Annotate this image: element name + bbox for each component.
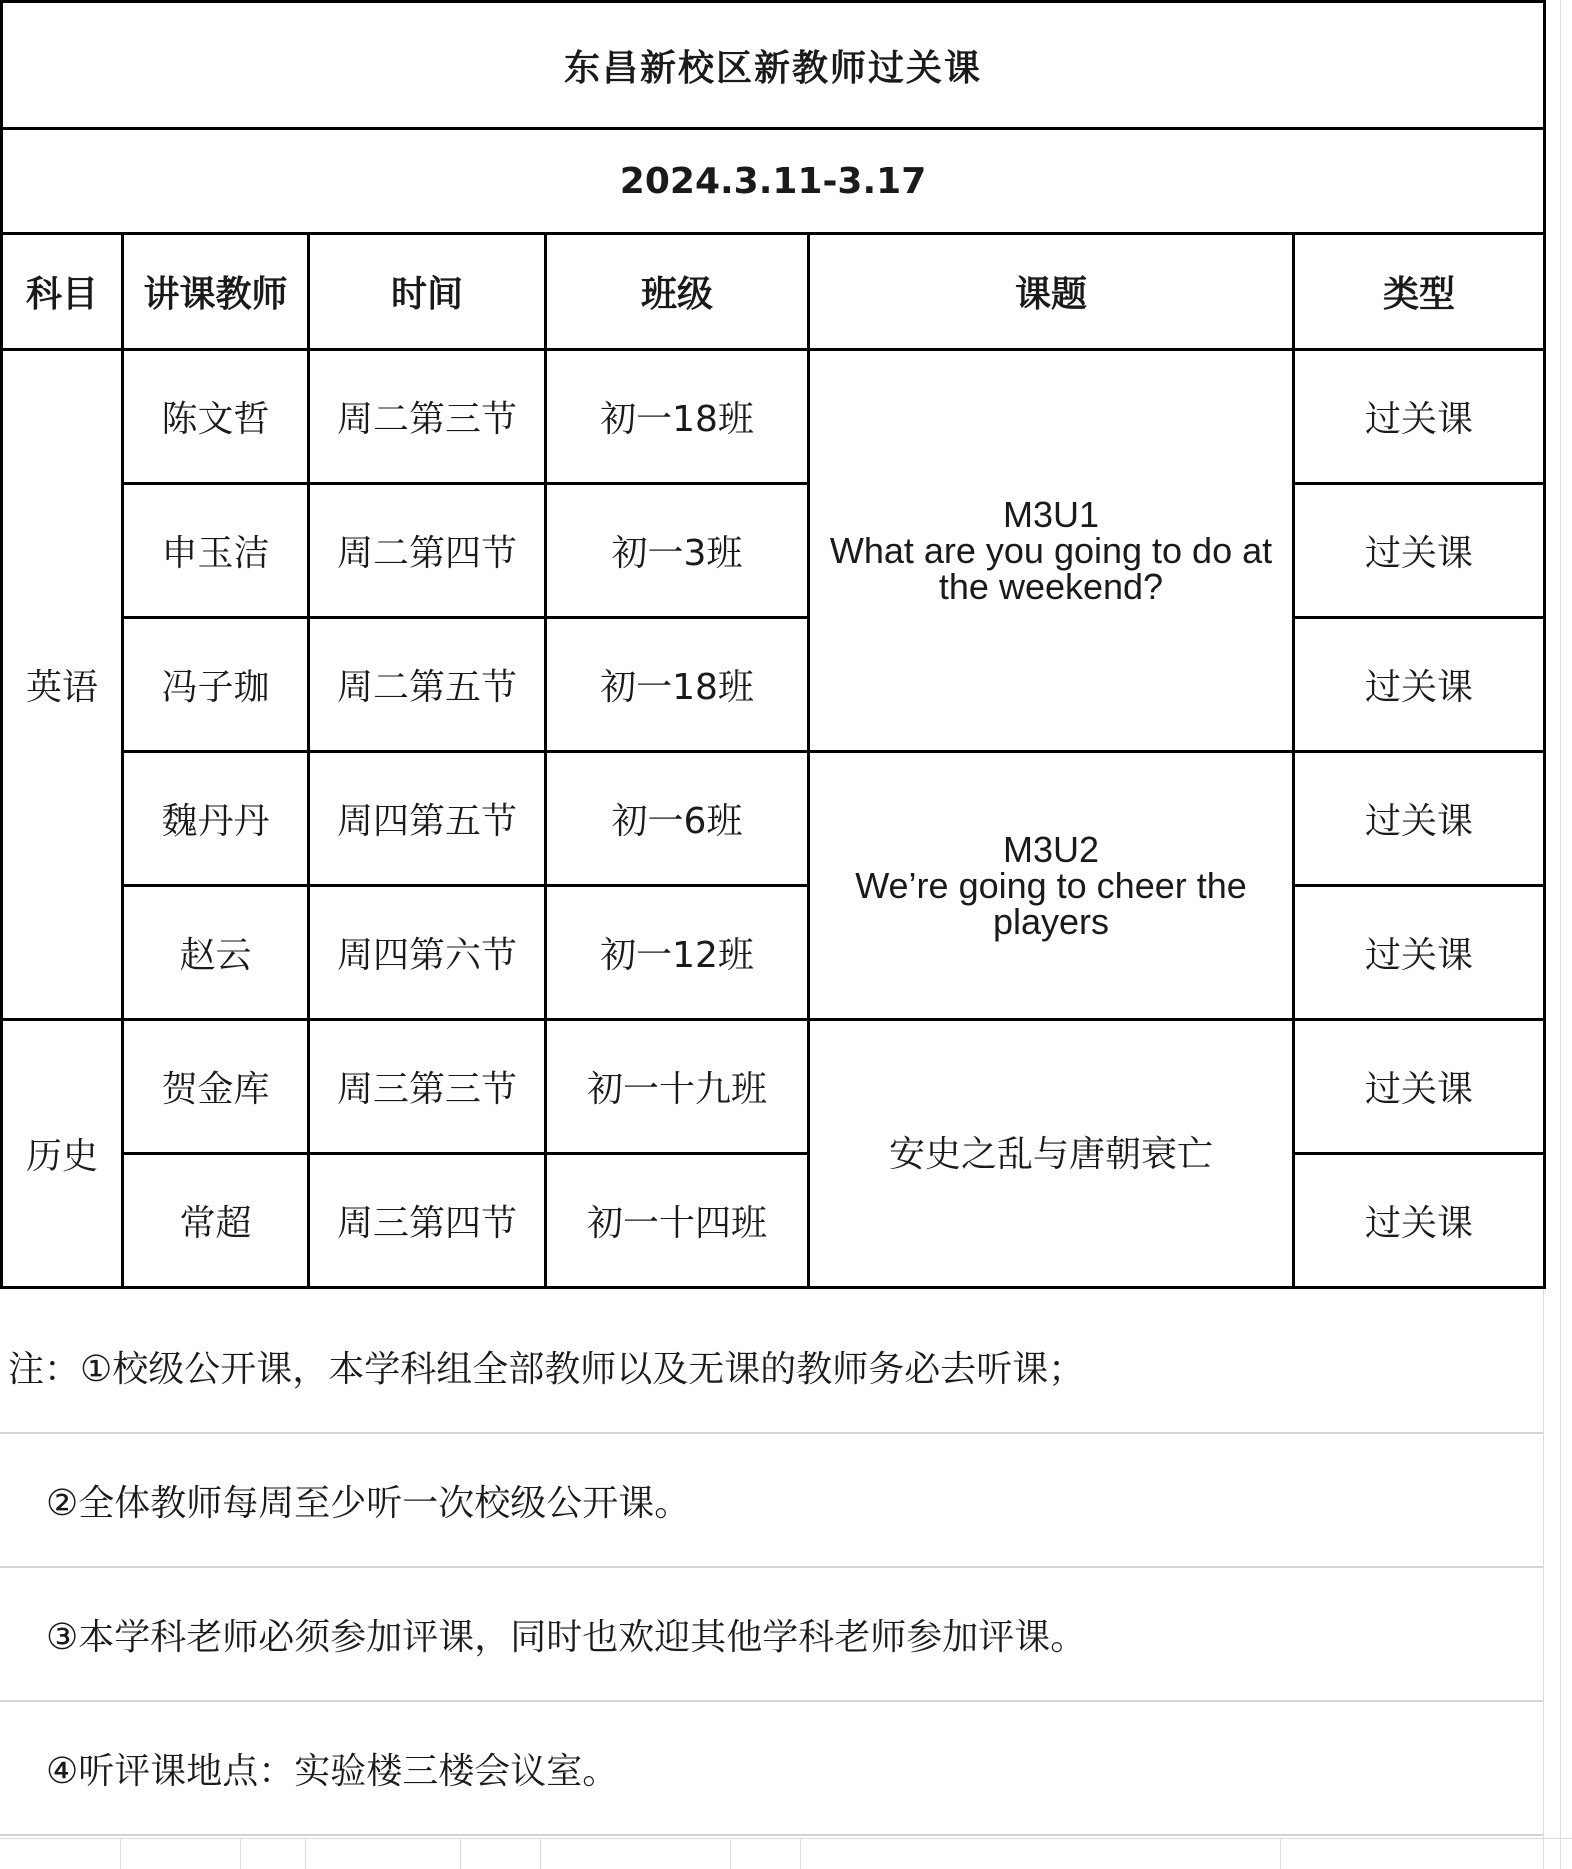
date-range: 2024.3.11-3.17 — [2, 129, 1545, 234]
table-row — [2, 1154, 1545, 1288]
class-cell: 初一18班 — [546, 618, 809, 752]
column-header-class: 班级 — [546, 234, 809, 350]
subject-cell-english: 英语 — [2, 350, 123, 1020]
time-cell: 周三第四节 — [309, 1154, 546, 1288]
class-cell: 初一12班 — [546, 886, 809, 1020]
teacher-cell: 赵云 — [123, 886, 309, 1020]
table-row — [2, 1020, 1545, 1154]
type-cell: 过关课 — [1294, 618, 1545, 752]
column-header-subject: 科目 — [2, 234, 123, 350]
type-cell: 过关课 — [1294, 1154, 1545, 1288]
topic-line: We’re going to cheer the — [855, 864, 1247, 906]
column-header-time: 时间 — [309, 234, 546, 350]
topic-line: 安史之乱与唐朝衰亡 — [888, 1132, 1213, 1174]
table-row — [2, 350, 1545, 484]
time-cell: 周二第五节 — [309, 618, 546, 752]
time-cell: 周二第四节 — [309, 484, 546, 618]
grid-line — [0, 1838, 1572, 1839]
table-row — [2, 886, 1545, 1020]
time-cell: 周四第五节 — [309, 752, 546, 886]
topic-line: players — [992, 900, 1110, 942]
teacher-cell: 贺金库 — [123, 1020, 309, 1154]
grid-line — [540, 1838, 541, 1869]
topic-line: What are you going to do at — [829, 529, 1273, 571]
grid-line — [800, 1838, 801, 1869]
topic-cell-m3u2 — [809, 752, 1294, 1020]
topic-line: M3U1 — [1002, 493, 1100, 535]
grid-line — [120, 1838, 121, 1869]
table-row — [2, 484, 1545, 618]
class-cell: 初一18班 — [546, 350, 809, 484]
time-cell: 周三第三节 — [309, 1020, 546, 1154]
class-cell: 初一十九班 — [546, 1020, 809, 1154]
type-cell: 过关课 — [1294, 484, 1545, 618]
time-cell: 周四第六节 — [309, 886, 546, 1020]
grid-line — [730, 1838, 731, 1869]
column-header-type: 类型 — [1294, 234, 1545, 350]
type-cell: 过关课 — [1294, 886, 1545, 1020]
note-1: 注：①校级公开课，本学科组全部教师以及无课的教师务必去听课； — [0, 1300, 1543, 1434]
note-2: ②全体教师每周至少听一次校级公开课。 — [0, 1434, 1543, 1568]
teacher-cell: 申玉洁 — [123, 484, 309, 618]
time-cell: 周二第三节 — [309, 350, 546, 484]
table-row — [2, 618, 1545, 752]
type-cell: 过关课 — [1294, 752, 1545, 886]
page-title: 东昌新校区新教师过关课 — [2, 2, 1545, 129]
class-cell: 初一十四班 — [546, 1154, 809, 1288]
grid-line — [240, 1838, 241, 1869]
teacher-cell: 魏丹丹 — [123, 752, 309, 886]
subject-cell-history: 历史 — [2, 1020, 123, 1288]
type-cell: 过关课 — [1294, 1020, 1545, 1154]
class-cell: 初一3班 — [546, 484, 809, 618]
teacher-cell: 冯子珈 — [123, 618, 309, 752]
type-cell: 过关课 — [1294, 350, 1545, 484]
note-4: ④听评课地点：实验楼三楼会议室。 — [0, 1702, 1543, 1836]
grid-line — [1560, 0, 1561, 1869]
column-header-topic: 课题 — [809, 234, 1294, 350]
topic-cell-m3u1 — [809, 350, 1294, 752]
grid-line — [305, 1838, 306, 1869]
grid-line — [460, 1838, 461, 1869]
teacher-cell: 常超 — [123, 1154, 309, 1288]
class-cell: 初一6班 — [546, 752, 809, 886]
table-row — [2, 752, 1545, 886]
topic-line: M3U2 — [1002, 828, 1100, 870]
note-3: ③本学科老师必须参加评课，同时也欢迎其他学科老师参加评课。 — [0, 1568, 1543, 1702]
column-header-teacher: 讲课教师 — [123, 234, 309, 350]
topic-line: the weekend? — [938, 565, 1164, 607]
teacher-cell: 陈文哲 — [123, 350, 309, 484]
topic-cell-history — [809, 1020, 1294, 1288]
notes-section — [0, 1300, 1543, 1836]
grid-line — [1280, 1838, 1281, 1869]
